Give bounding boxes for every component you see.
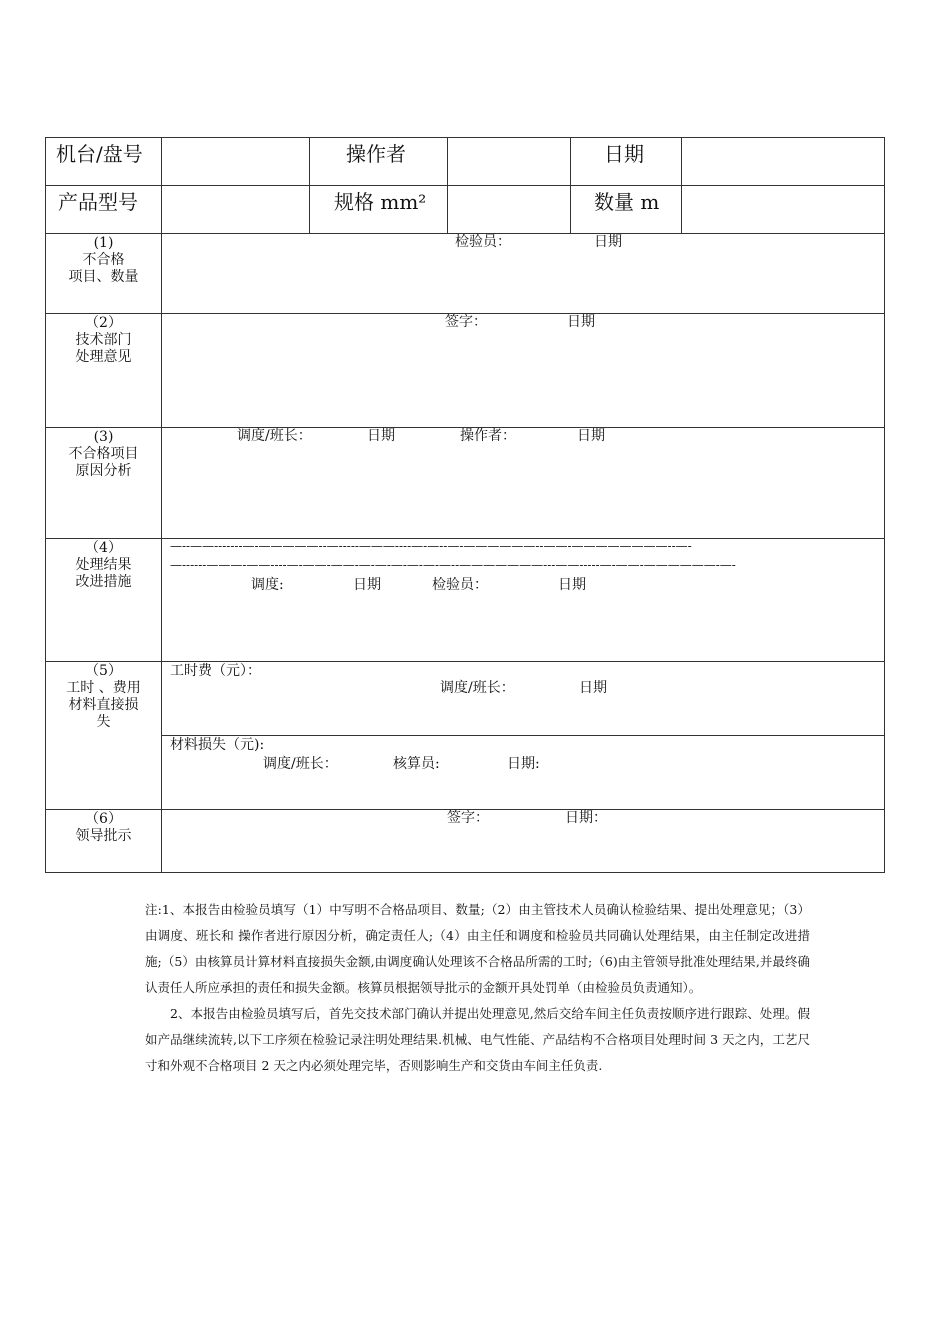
dispatcher-label: 调度/班长： (440, 680, 515, 696)
operator-label: 操作者 (346, 142, 406, 166)
accountant-label: 核算员: (393, 756, 440, 772)
date-label: 日期 (579, 680, 607, 696)
section-2-label (46, 315, 161, 366)
section-number: (1) (93, 235, 114, 251)
date-label: 日期： (565, 810, 607, 826)
column-divider (570, 138, 571, 233)
date-label: 日期 (353, 577, 381, 593)
inspector-label: 检验员： (432, 577, 488, 593)
section-title-line: 不合格 (82, 252, 125, 268)
operator-label: 操作者： (460, 428, 516, 444)
nonconformance-report-form (45, 137, 885, 873)
spec-label: 规格 mm² (334, 190, 427, 214)
signature-label: 签字： (445, 314, 487, 330)
note-paragraph-1: 注:1、本报告由检验员填写（1）中写明不合格品项目、数量;（2）由主管技术人员确认检验结果、提出处理意见；（3）由调度、班长和 操作者进行原因分析，确定责任人;（4）由主任和调度和检验员共同确认处理结果，由主任制定改进措施;（5）由核算员计算材料直接损失金额,由调度确认处理该不合格品所需的工时;（6)由主管领导批准处理结果,并最终确认责任人所应承担的责任和损失金额。核算员根据领导批示的金额开具处罚单（由检验员负责通知）。 (145, 902, 810, 995)
date-label: 日期 (594, 234, 622, 250)
inspector-label: 检验员： (455, 234, 511, 250)
dispatcher-label: 调度/班长： (237, 428, 312, 444)
column-divider (161, 138, 162, 873)
section-1-label (46, 235, 161, 286)
section-title-line: 项目、数量 (68, 269, 139, 285)
section-title-line: 处理意见 (75, 349, 132, 365)
quantity-label: 数量 m (594, 190, 660, 214)
note-paragraph-2: 2、本报告由检验员填写后，首先交技术部门确认并提出处理意见,然后交给车间主任负责按顺序进行跟踪、处理。假如产品继续流转,以下工序须在检验记录注明处理结果.机械、电气性能、产品结构不合格项目处理时间 3 天之内，工艺尺寸和外观不合格项目 2 天之内必须处理完毕，否则影响生产和交货由车间主任负责. (145, 1006, 810, 1073)
dispatcher-label: 调度/班长： (263, 756, 338, 772)
section-number: （6） (85, 811, 122, 827)
date-label: 日期: (507, 756, 540, 772)
section-3-label (46, 429, 161, 480)
machine-label: 机台/盘号 (56, 142, 143, 166)
section-4-label (46, 540, 161, 591)
date-label: 日期 (558, 577, 586, 593)
quantity-field[interactable] (682, 186, 885, 233)
section-6-label (46, 811, 161, 845)
section-number: （4） (85, 540, 122, 556)
operator-field[interactable] (448, 138, 570, 185)
machine-field[interactable] (162, 138, 309, 185)
notes-section (145, 897, 810, 1079)
section-number: （2） (85, 315, 122, 331)
section-number: (3) (93, 429, 114, 445)
product-model-label: 产品型号 (58, 190, 138, 214)
section-title-line: 处理结果 (75, 557, 132, 573)
row-divider (161, 735, 884, 736)
dashed-line: —------———-——----—-——-——-—-—-—-—-—-—--———————---——-----—-——-——————-—- (170, 558, 736, 572)
product-model-field[interactable] (162, 186, 309, 233)
dispatcher-label: 调度: (251, 577, 284, 593)
row-divider (46, 661, 884, 662)
section-title-line: 领导批示 (75, 828, 132, 844)
date-label: 日期 (567, 314, 595, 330)
section-title-line: 失 (96, 714, 111, 730)
section-title-line: 技术部门 (75, 332, 132, 348)
section-5-label (46, 663, 161, 731)
section-title-line: 不合格项目 (68, 446, 139, 462)
date-field[interactable] (682, 138, 885, 185)
spec-field[interactable] (448, 186, 570, 233)
section-title-line: 材料直接损 (68, 697, 139, 713)
section-title-line: 改进措施 (75, 574, 132, 590)
section-title-line: 工时 、费用 (66, 680, 141, 696)
material-loss-label: 材料损失（元): (170, 737, 265, 753)
section-number: （5） (85, 663, 122, 679)
date-label: 日期 (367, 428, 395, 444)
signature-label: 签字： (447, 810, 489, 826)
date-label: 日期 (577, 428, 605, 444)
section-title-line: 原因分析 (75, 463, 132, 479)
column-divider (309, 138, 310, 233)
labor-cost-label: 工时费（元）： (170, 663, 261, 679)
dashed-line: —--——-------—-—————--—-----———----—-—--—-——————--——-————————--—- (170, 539, 692, 553)
date-label: 日期 (604, 142, 644, 166)
